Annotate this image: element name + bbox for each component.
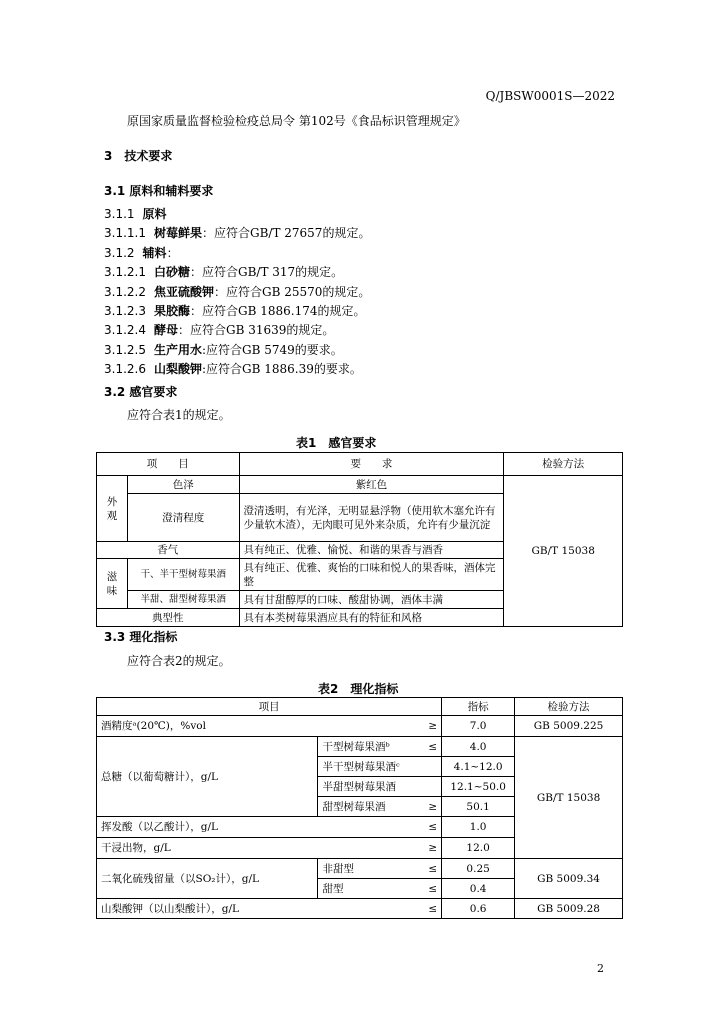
t2-sorbate-val: 0.6	[442, 899, 515, 919]
t1-dry-label: 干、半干型树莓果酒	[127, 559, 239, 591]
t1-header-item: 项 目	[97, 453, 240, 476]
table2-caption: 表2 理化指标	[318, 682, 399, 696]
t2-header-method: 检验方法	[515, 698, 623, 716]
clause-text: ：	[166, 245, 179, 260]
t2-sugar-dry-val: 4.0	[442, 737, 515, 757]
clause-name: 焦亚硫酸钾	[153, 284, 214, 299]
page-number: 2	[597, 962, 604, 975]
clause-name: 辅料	[142, 245, 167, 260]
t2-header-item: 项目	[97, 698, 442, 716]
t2-method-15038: GB/T 15038	[515, 737, 623, 859]
t2-sorbate-method: GB 5009.28	[515, 899, 623, 919]
t1-color-req: 紫红色	[239, 476, 504, 494]
section-3-3-title: 3.3 理化指标	[104, 630, 178, 644]
clause-name: 生产用水	[153, 342, 202, 357]
t1-color-label: 色泽	[127, 476, 239, 494]
clause-number: 3.1.2.1	[104, 265, 146, 280]
clause-line	[104, 244, 179, 261]
t2-sugar-semisweet-val: 12.1~50.0	[442, 777, 515, 797]
clause-line	[104, 341, 343, 358]
clause-text: ：应符合GB/T 27657的规定。	[202, 226, 371, 241]
clause-number: 3.1.2.6	[104, 362, 146, 377]
t1-method: GB/T 15038	[504, 476, 623, 627]
section-3-title: 3 技术要求	[104, 149, 173, 163]
clause-number: 3.1.1	[104, 207, 135, 221]
t1-group-taste: 滋味	[97, 559, 128, 609]
section-3-2-note: 应符合表1的规定。	[127, 408, 231, 422]
t2-so2-sweet: 甜型 ≤	[318, 879, 442, 899]
clause-line	[104, 321, 334, 338]
clause-text: ：应符合GB 31639的规定。	[178, 323, 335, 338]
clause-text: ：应符合GB/T 317的规定。	[190, 265, 344, 280]
clause-line	[104, 205, 167, 222]
clause-name: 山梨酸钾	[153, 362, 202, 377]
clause-name: 树莓鲜果	[153, 226, 202, 241]
clause-line	[104, 283, 370, 300]
table1-caption: 表1 感官要求	[296, 436, 377, 450]
t1-sweet-req: 具有甘甜醇厚的口味、酸甜协调，酒体丰满	[239, 591, 504, 609]
t2-sugar-dry: 干型树莓果酒ᵇ ≤	[318, 737, 442, 757]
section-3-3-note: 应符合表2的规定。	[127, 654, 231, 668]
t2-dry-extract-val: 12.0	[442, 838, 515, 859]
t1-typical-req: 具有本类树莓果酒应具有的特征和风格	[239, 609, 504, 627]
section-3-2-title: 3.2 感官要求	[104, 385, 178, 399]
clause-text: ：应符合GB 1886.174的规定。	[190, 304, 366, 318]
t2-sorbate-label: 山梨酸钾（以山梨酸计），g/L ≤	[97, 899, 442, 919]
t1-aroma-req: 具有纯正、优雅、愉悦、和谐的果香与酒香	[239, 542, 504, 559]
t1-header-req: 要 求	[239, 453, 504, 476]
clause-line	[104, 263, 343, 280]
t1-aroma-label: 香气	[97, 542, 240, 559]
clause-number: 3.1.2.3	[104, 304, 146, 318]
t1-clarity-label: 澄清程度	[127, 494, 239, 542]
t2-alcohol-val: 7.0	[442, 716, 515, 737]
t2-sugar-label: 总糖（以葡萄糖计），g/L	[97, 737, 318, 817]
t2-sugar-semidry: 半干型树莓果酒ᶜ	[318, 757, 442, 777]
t2-sugar-semidry-val: 4.1~12.0	[442, 757, 515, 777]
t2-sugar-sweet-val: 50.1	[442, 797, 515, 817]
t2-so2-label: 二氧化硫残留量（以SO₂计），g/L	[97, 859, 318, 899]
intro-line: 原国家质量监督检验检疫总局令 第102号《食品标识管理规定》	[127, 114, 466, 128]
t2-volatile-val: 1.0	[442, 817, 515, 838]
table1-sensory	[96, 452, 623, 627]
clause-name: 原料	[142, 207, 167, 221]
t2-alcohol-method: GB 5009.225	[515, 716, 623, 737]
clause-number: 3.1.2.4	[104, 323, 146, 338]
doc-code: Q/JBSW0001S—2022	[485, 89, 615, 103]
t2-so2-nonsweet: 非甜型 ≤	[318, 859, 442, 879]
t2-alcohol-label: 酒精度ᵃ(20℃)，%vol ≥	[97, 716, 442, 737]
t2-so2-method: GB 5009.34	[515, 859, 623, 899]
table2-physicochemical	[96, 697, 623, 919]
t2-dry-extract-label: 干浸出物，g/L ≥	[97, 838, 442, 859]
clause-name: 酵母	[153, 323, 178, 338]
clause-text: :应符合GB 5749的要求。	[202, 342, 343, 357]
t1-typical-label: 典型性	[97, 609, 240, 627]
t2-so2-nonsweet-val: 0.25	[442, 859, 515, 879]
clause-name: 果胶酶	[153, 304, 190, 318]
t1-group-appearance: 外观	[97, 476, 128, 542]
clause-line	[104, 224, 370, 241]
t2-volatile-label: 挥发酸（以乙酸计），g/L ≤	[97, 817, 442, 838]
t1-sweet-label: 半甜、甜型树莓果酒	[127, 591, 239, 609]
clause-number: 3.1.2.2	[104, 284, 146, 299]
t1-dry-req: 具有纯正、优雅、爽怡的口味和悦人的果香味，酒体完整	[239, 559, 504, 591]
clause-number: 3.1.1.1	[104, 226, 146, 241]
clause-line	[104, 302, 365, 319]
t2-so2-sweet-val: 0.4	[442, 879, 515, 899]
clause-text: ：应符合GB 25570的规定。	[214, 284, 371, 299]
clause-line	[104, 360, 362, 377]
clause-name: 白砂糖	[153, 265, 190, 280]
clause-text: :应符合GB 1886.39的要求。	[202, 362, 362, 377]
t2-sugar-sweet: 甜型树莓果酒 ≥	[318, 797, 442, 817]
t2-sugar-semisweet: 半甜型树莓果酒	[318, 777, 442, 797]
t1-header-method: 检验方法	[504, 453, 623, 476]
t2-header-index: 指标	[442, 698, 515, 716]
clause-number: 3.1.2	[104, 245, 135, 260]
clause-number: 3.1.2.5	[104, 342, 146, 357]
section-3-1-title: 3.1 原料和辅料要求	[104, 184, 214, 198]
t1-clarity-req: 澄清透明，有光泽，无明显悬浮物（使用软木塞允许有少量软木渣），无肉眼可见外来杂质，允许有少量沉淀	[239, 494, 504, 542]
